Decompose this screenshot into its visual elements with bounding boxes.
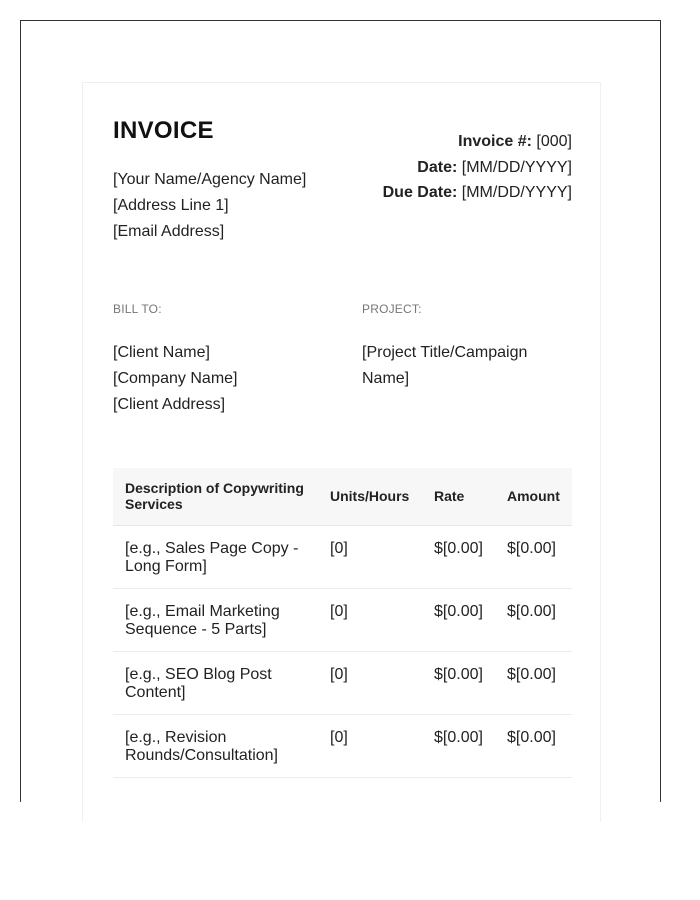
invoice-title: INVOICE <box>113 117 214 144</box>
table-row <box>113 714 572 777</box>
invoice-date-value: [MM/DD/YYYY] <box>461 158 572 176</box>
page-frame <box>20 20 661 802</box>
invoice-number-value: [000] <box>536 133 572 150</box>
item-description: [e.g., SEO Blog Post Content] <box>113 651 318 714</box>
item-rate: $[0.00] <box>422 588 495 651</box>
table-row <box>113 525 572 588</box>
header-amount: Amount <box>507 488 560 505</box>
item-amount: $[0.00] <box>495 525 572 588</box>
item-units: [0] <box>318 651 422 714</box>
bill-to-section <box>113 302 238 418</box>
invoice-meta <box>383 129 572 206</box>
invoice-number-label: Invoice #: <box>458 133 532 150</box>
project-label: PROJECT: <box>362 302 422 316</box>
invoice-date-label: Date: <box>417 158 458 176</box>
item-amount: $[0.00] <box>495 588 572 651</box>
sender-address: [Address Line 1] <box>113 197 229 214</box>
sender-block <box>113 167 306 245</box>
bill-to-label: BILL TO: <box>113 302 162 316</box>
project-section <box>362 302 562 392</box>
item-description: [e.g., Sales Page Copy - Long Form] <box>113 525 318 588</box>
item-units: [0] <box>318 714 422 777</box>
invoice-sheet <box>82 82 601 822</box>
company-name: [Company Name] <box>113 370 238 387</box>
table-header-row <box>113 468 572 525</box>
item-rate: $[0.00] <box>422 525 495 588</box>
header-units: Units/Hours <box>330 488 410 505</box>
due-date-label: Due Date: <box>382 184 458 201</box>
due-date-value: [MM/DD/YYYY] <box>461 184 572 201</box>
item-amount: $[0.00] <box>495 714 572 777</box>
item-description: [e.g., Revision Rounds/Consultation] <box>113 714 318 777</box>
due-date-line <box>383 180 572 206</box>
item-amount: $[0.00] <box>495 651 572 714</box>
invoice-date-line <box>383 155 572 181</box>
sender-email: [Email Address] <box>113 223 225 240</box>
table-row <box>113 651 572 714</box>
item-description: [e.g., Email Marketing Sequence - 5 Parts] <box>113 588 318 651</box>
client-address: [Client Address] <box>113 396 226 413</box>
bill-to-details <box>113 340 238 418</box>
item-units: [0] <box>318 588 422 651</box>
item-units: [0] <box>318 525 422 588</box>
table-row <box>113 588 572 651</box>
item-rate: $[0.00] <box>422 714 495 777</box>
invoice-number-line <box>383 129 572 155</box>
header-description: Description of Copywriting Services <box>125 480 304 513</box>
project-title: [Project Title/Campaign Name] <box>362 344 528 387</box>
client-name: [Client Name] <box>113 344 210 361</box>
sender-name: [Your Name/Agency Name] <box>113 171 307 188</box>
item-rate: $[0.00] <box>422 651 495 714</box>
line-items-table <box>113 468 572 778</box>
header-rate: Rate <box>434 488 465 505</box>
